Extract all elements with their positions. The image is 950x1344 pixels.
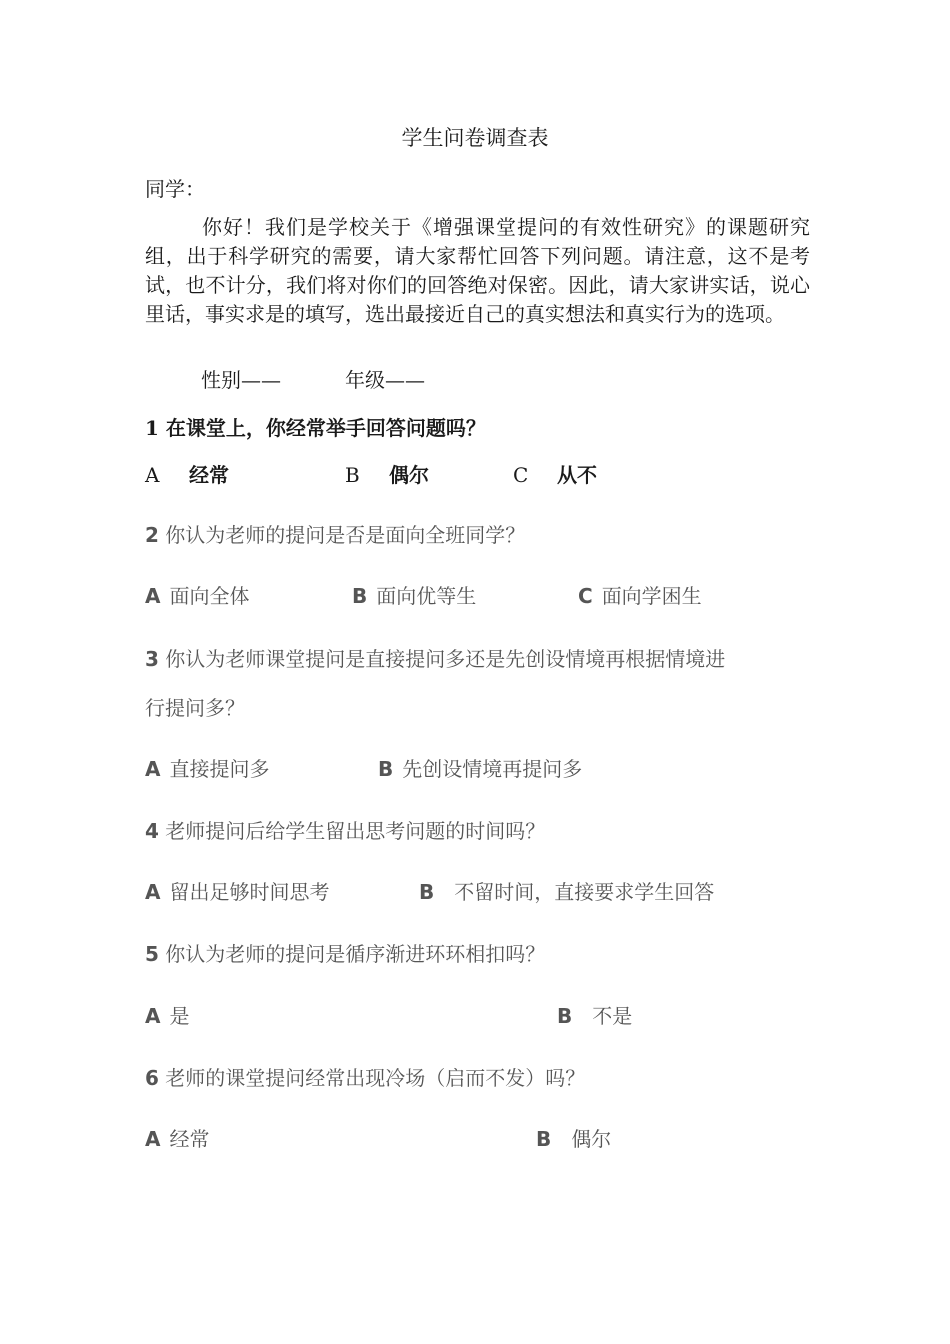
option-text: 不是: [592, 1004, 633, 1028]
option-text: 经常: [189, 463, 229, 487]
option-text: 留出足够时间思考: [169, 880, 330, 904]
question-2: [145, 519, 525, 548]
question-number: 5: [145, 942, 159, 966]
gender-field: 性别——: [201, 368, 281, 392]
option-text: 是: [169, 1004, 190, 1028]
question-text: 你认为老师的提问是否是面向全班同学？: [165, 523, 526, 547]
q4-option-a[interactable]: [145, 876, 329, 905]
option-text: 面向全体: [169, 584, 250, 608]
option-letter: B: [352, 584, 368, 608]
option-text: 经常: [169, 1127, 210, 1151]
question-5: [145, 938, 545, 967]
q2-option-c[interactable]: [578, 580, 702, 609]
option-text: 不留时间，直接要求学生回答: [454, 880, 715, 904]
intro-paragraph: 你好！我们是学校关于《增强课堂提问的有效性研究》的课题研究组，出于科学研究的需要，请大家帮忙回答下列问题。请注意，这不是考试，也不计分，我们将对你们的回答绝对保密。因此，请大家讲实话，说心里话，事实求是的填写，选出最接近自己的真实想法和真实行为的选项。: [145, 215, 810, 326]
question-text: 你认为老师的提问是循序渐进环环相扣吗？: [165, 942, 546, 966]
option-letter: A: [145, 1127, 161, 1151]
question-number: 6: [145, 1066, 159, 1090]
page-title: 学生问卷调查表: [401, 126, 549, 150]
option-letter: A: [145, 584, 161, 608]
option-letter: B: [345, 463, 360, 487]
salutation: 同学：: [145, 177, 205, 201]
option-text: 直接提问多: [169, 757, 270, 781]
q2-option-b[interactable]: [352, 580, 476, 609]
option-text: 面向学困生: [601, 584, 702, 608]
option-text: 从不: [557, 463, 597, 487]
q6-option-a[interactable]: [145, 1123, 209, 1152]
q2-option-a[interactable]: [145, 580, 249, 609]
question-text-line1: 你认为老师课堂提问是直接提问多还是先创设情境再根据情境进: [165, 647, 726, 671]
question-text: 在课堂上，你经常举手回答问题吗？: [165, 416, 486, 440]
q1-option-a[interactable]: [145, 459, 229, 488]
q3-option-a[interactable]: [145, 753, 269, 782]
option-letter: B: [536, 1127, 552, 1151]
question-3-continuation: 行提问多？: [145, 696, 245, 720]
q1-option-b[interactable]: [345, 459, 429, 488]
option-letter: C: [513, 463, 529, 487]
grade-field: 年级——: [345, 368, 425, 392]
question-3: [145, 643, 725, 672]
option-letter: A: [145, 880, 161, 904]
option-letter: C: [578, 584, 593, 608]
option-text: 偶尔: [571, 1127, 612, 1151]
q4-option-b[interactable]: [419, 876, 714, 905]
option-letter: B: [557, 1004, 573, 1028]
q1-option-c[interactable]: [513, 459, 597, 488]
q5-option-b[interactable]: [557, 1000, 632, 1029]
question-6: [145, 1062, 585, 1091]
question-number: 4: [145, 819, 159, 843]
question-number: 1: [145, 416, 159, 440]
question-number: 3: [145, 647, 159, 671]
option-text: 偶尔: [389, 463, 429, 487]
q5-option-a[interactable]: [145, 1000, 189, 1029]
question-4: [145, 815, 545, 844]
option-text: 面向优等生: [376, 584, 477, 608]
question-number: 2: [145, 523, 159, 547]
option-letter: A: [145, 463, 160, 487]
option-text: 先创设情境再提问多: [402, 757, 583, 781]
question-text: 老师提问后给学生留出思考问题的时间吗？: [165, 819, 546, 843]
question-1: [145, 412, 486, 441]
q3-option-b[interactable]: [378, 753, 582, 782]
q6-option-b[interactable]: [536, 1123, 611, 1152]
option-letter: B: [378, 757, 394, 781]
option-letter: B: [419, 880, 435, 904]
question-text: 老师的课堂提问经常出现冷场（启而不发）吗？: [165, 1066, 586, 1090]
option-letter: A: [145, 757, 161, 781]
option-letter: A: [145, 1004, 161, 1028]
